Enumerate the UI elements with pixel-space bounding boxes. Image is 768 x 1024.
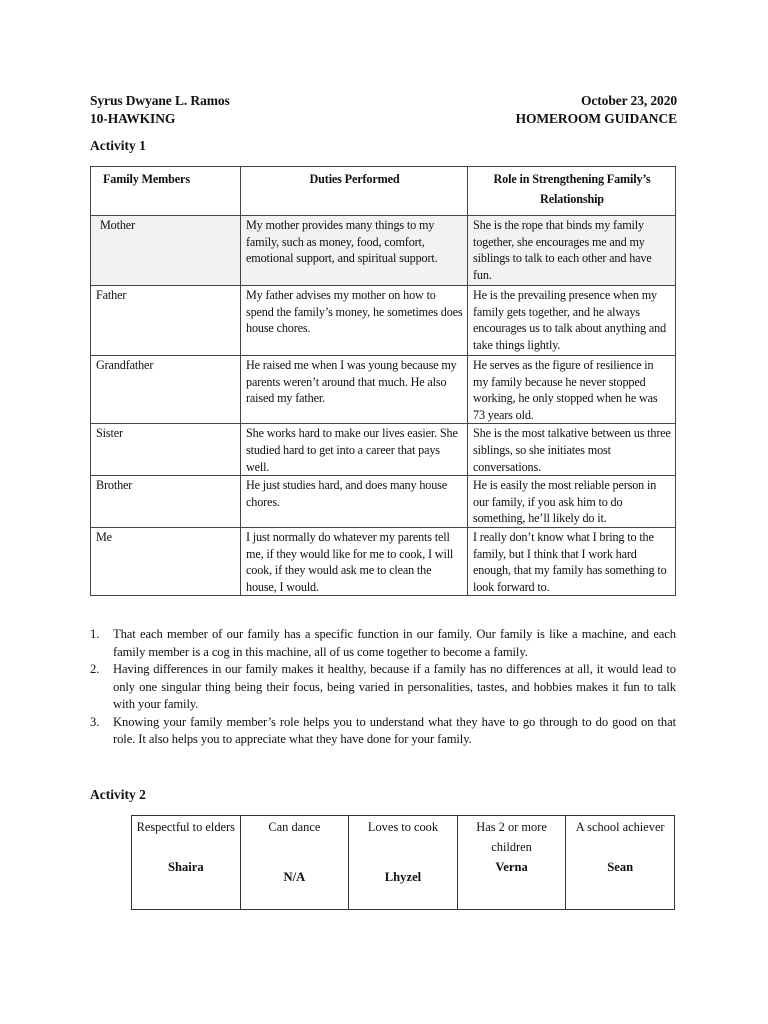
subject-name: HOMEROOM GUIDANCE <box>515 111 677 126</box>
section-name: 10-HAWKING <box>90 111 176 126</box>
column-header-duties: Duties Performed <box>241 167 468 216</box>
trait-label: Respectful to elders <box>136 820 235 834</box>
list-text: That each member of our family has a specific function in our family. Our family is like a machine, and each family member is a cog in this machine, all of us come together to become a family. <box>113 627 676 659</box>
member-cell: Sister <box>91 424 241 476</box>
traits-row <box>132 816 675 910</box>
role-cell: I really don’t know what I bring to the family, but I think that I work hard enough, that my family has something to look forward to. <box>468 527 676 595</box>
table-header-row <box>91 167 676 216</box>
activity1-title: Activity 1 <box>90 138 146 153</box>
list-item <box>90 661 676 714</box>
member-cell: Grandfather <box>91 356 241 424</box>
trait-label: Has 2 or more children <box>476 820 547 854</box>
trait-cell <box>349 816 458 910</box>
member-cell: Mother <box>91 216 241 286</box>
family-roles-table <box>90 166 676 596</box>
role-cell: He is the prevailing presence when my family gets together, and he always encourages us to talk about anything and take things lightly. <box>468 286 676 356</box>
trait-label: A school achiever <box>575 820 665 834</box>
role-cell: She is the most talkative between us three siblings, so she initiates most conversations. <box>468 424 676 476</box>
member-cell: Me <box>91 527 241 595</box>
traits-table <box>131 815 675 910</box>
trait-name: N/A <box>283 870 306 884</box>
table-row <box>91 356 676 424</box>
trait-name: Verna <box>495 860 528 874</box>
table-row <box>91 527 676 595</box>
document-date: October 23, 2020 <box>580 93 677 108</box>
member-cell: Father <box>91 286 241 356</box>
duties-cell: She works hard to make our lives easier. She studied hard to get into a career that pays well. <box>241 424 468 476</box>
table-row <box>91 424 676 476</box>
activity2-title: Activity 2 <box>90 787 146 802</box>
duties-cell: My mother provides many things to my family, such as money, food, comfort, emotional support, and spiritual support. <box>241 216 468 286</box>
role-cell: She is the rope that binds my family together, she encourages me and my siblings to talk to each other and have fun. <box>468 216 676 286</box>
column-header-role: Role in Strengthening Family’s Relationship <box>468 167 676 216</box>
list-text: Knowing your family member’s role helps you to understand what they have to go through to do good on that role. It also helps you to appreciate what they have done for your family. <box>113 714 676 746</box>
duties-cell: My father advises my mother on how to spend the family’s money, he sometimes does house chores. <box>241 286 468 356</box>
column-header-members: Family Members <box>91 167 241 216</box>
trait-cell <box>566 816 675 910</box>
trait-cell <box>132 816 241 910</box>
list-text: Having differences in our family makes it healthy, because if a family has no differences at all, it would lead to only one singular thing being their focus, being varied in personalities, tastes, and hobbies makes it fun to talk with your family. <box>113 662 676 711</box>
role-cell: He is easily the most reliable person in our family, if you ask him to do something, he’ll likely do it. <box>468 476 676 528</box>
trait-label: Loves to cook <box>367 820 439 834</box>
header-right <box>516 92 677 128</box>
trait-cell <box>240 816 349 910</box>
student-name: Syrus Dwyane L. Ramos <box>90 93 230 108</box>
list-item <box>90 626 676 661</box>
member-cell: Brother <box>91 476 241 528</box>
table-row <box>91 286 676 356</box>
trait-label: Can dance <box>268 820 321 834</box>
list-item <box>90 714 676 749</box>
duties-cell: He just studies hard, and does many house chores. <box>241 476 468 528</box>
role-cell: He serves as the figure of resilience in my family because he never stopped working, he only stopped when he was 73 years old. <box>468 356 676 424</box>
duties-cell: He raised me when I was young because my parents weren’t around that much. He also raised my father. <box>241 356 468 424</box>
header-left <box>90 92 230 128</box>
trait-name: Sean <box>607 860 634 874</box>
table-row <box>91 476 676 528</box>
trait-cell <box>457 816 566 910</box>
list-number: 2. <box>90 662 100 676</box>
list-number: 3. <box>90 714 100 729</box>
trait-name: Lhyzel <box>384 870 422 884</box>
duties-cell: I just normally do whatever my parents tell me, if they would like for me to cook, I will cook, if they would ask me to clean the house, I would. <box>241 527 468 595</box>
list-number: 1. <box>90 627 100 641</box>
answers-list <box>90 626 676 749</box>
table-row <box>91 216 676 286</box>
trait-name: Shaira <box>167 860 204 874</box>
